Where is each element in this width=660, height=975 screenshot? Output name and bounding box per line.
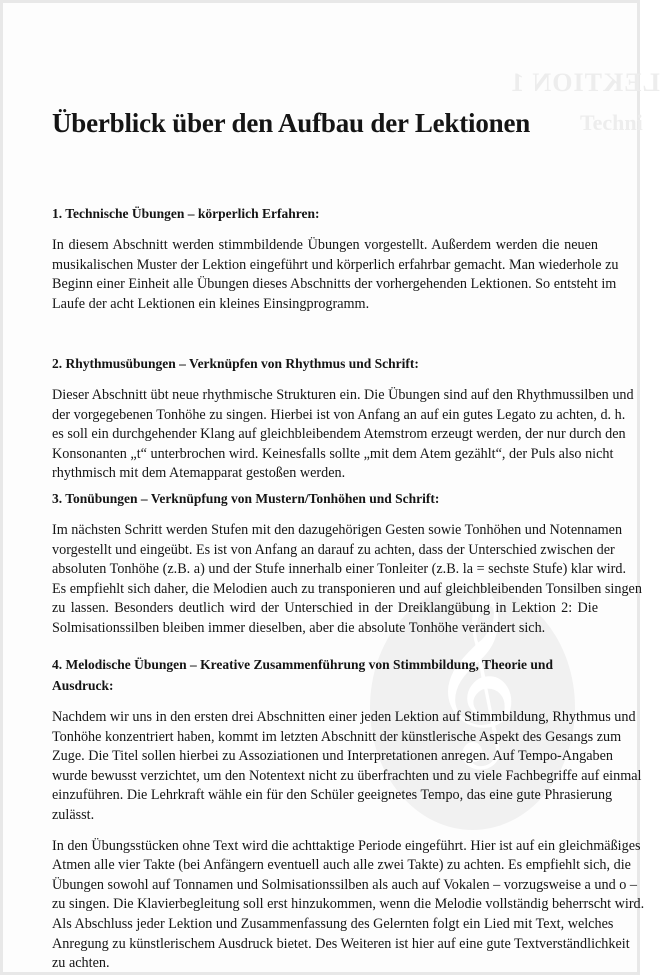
paragraph bbox=[52, 236, 619, 314]
section-heading: 2. Rhythmusübungen – Verknüpfen von Rhythmus und Schrift: bbox=[52, 356, 419, 371]
text-line: es soll ein durchgehender Klang auf gleichbleibendem Atemstrom erzeugt werden, der nur durch den bbox=[52, 426, 626, 443]
page-title: Überblick über den Aufbau der Lektionen bbox=[52, 108, 531, 138]
text-line: rhythmisch mit dem Atemapparat gestoßen werden. bbox=[52, 465, 346, 482]
bleed-through-header: LEKTION 1 bbox=[510, 68, 660, 97]
section-4 bbox=[52, 654, 645, 974]
text-line: musikalischen Muster der Lektion eingeführt und körperlich erfahrbar gemacht. Man wiederhole zu bbox=[52, 256, 619, 273]
text-line: absoluten Tonhöhe (z.B. a) und der Stufe innerhalb einer Tonleiter (z.B. la = sechste Stufe) klar wird. bbox=[52, 561, 627, 578]
text-line: zu lassen. Besonders deutlich wird der Unterschied in der Dreiklangübung in Lektion 2: Die bbox=[52, 600, 598, 617]
treble-clef-icon: 𝄞 bbox=[430, 588, 519, 762]
text-line: Dieser Abschnitt übt neue rhythmische Strukturen ein. Die Übungen sind auf den Rhythmussilben und bbox=[52, 387, 634, 403]
text-line: vorgestellt und eingeübt. Es ist von Anfang an darauf zu achten, dass der Unterschied zwischen der bbox=[52, 541, 615, 558]
section-3 bbox=[52, 488, 642, 639]
text-line: Nachdem wir uns in den ersten drei Abschnitten einer jeden Lektion auf Stimmbildung, Rhythmus und bbox=[52, 709, 636, 725]
text-line: der vorgegebenen Tonhöhe zu singen. Hierbei ist von Anfang an auf ein gutes Legato zu achten, d. h. bbox=[52, 406, 626, 423]
text-line: Im nächsten Schritt werden Stufen mit den dazugehörigen Gesten sowie Tonhöhen und Notennamen bbox=[52, 522, 623, 538]
text-line: Tonhöhe konzentriert haben, kommt im letzten Abschnitt der künstlerische Aspekt des Gesangs zum bbox=[52, 728, 622, 745]
text-line: zu achten. bbox=[52, 955, 110, 972]
section-2 bbox=[52, 353, 634, 484]
text-line: zulässt. bbox=[52, 806, 95, 823]
text-line: Atmen alle vier Takte (bei Anfängern eventuell auch alle zwei Takte) zu achten. Es empfiehlt sich, die bbox=[52, 857, 631, 874]
paragraph bbox=[52, 386, 634, 484]
paragraph bbox=[52, 708, 642, 826]
text-line: Anregung zu künstlerischem Ausdruck bietet. Des Weiteren ist hier auf eine gute Textverständlichkeit bbox=[52, 935, 630, 952]
paragraph bbox=[52, 837, 645, 974]
paragraph bbox=[52, 521, 642, 639]
text-line: Beginn einer Einheit alle Übungen dieses Abschnitts der vorhergehenden Lektionen. So entsteht im bbox=[52, 276, 617, 293]
text-line: Konsonanten „t“ unterbrochen wird. Keinesfalls sollte „mit dem Atem gezählt“, der Puls also nicht bbox=[52, 445, 614, 462]
text-line: zu singen. Die Klavierbegleitung soll erst hinzukommen, wenn die Melodie vollständig beherrscht wird. bbox=[52, 896, 645, 913]
text-line: Als Abschluss jeder Lektion und Zusammenfassung des Gelernten folgt ein Lied mit Text, welches bbox=[52, 915, 614, 932]
section-heading: 3. Tonübungen – Verknüpfung von Mustern/Tonhöhen und Schrift: bbox=[52, 491, 440, 506]
bleed-through-subheader: Techni bbox=[580, 110, 643, 135]
section-heading: 1. Technische Übungen – körperlich Erfahren: bbox=[52, 206, 320, 221]
text-line: wurde bewusst verzichtet, um den Notentext nicht zu überfrachten und zu viele Fachbegriffe auf einmal bbox=[52, 767, 642, 784]
section-heading: 4. Melodische Übungen – Kreative Zusammenführung von Stimmbildung, Theorie und Ausdruck: bbox=[52, 657, 553, 693]
text-line: Zuge. Die Titel sollen hierbei zu Assoziationen und Interpretationen anregen. Auf Tempo-Angaben bbox=[52, 748, 613, 765]
text-line: Solmisationssilben bleiben immer dieselben, aber die absolute Tonhöhe verändert sich. bbox=[52, 619, 546, 636]
section-1 bbox=[52, 203, 619, 314]
text-line: Laufe der acht Lektionen ein kleines Einsingprogramm. bbox=[52, 295, 370, 312]
text-line: In diesem Abschnitt werden stimmbildende Übungen vorgestellt. Außerdem werden die neuen bbox=[52, 237, 598, 253]
text-line: einzuführen. Die Lehrkraft wähle ein für den Schüler geeignetes Tempo, das eine gute Phrasierung bbox=[52, 787, 613, 804]
text-line: Es empfiehlt sich daher, die Melodien auch zu transponieren und auf gleichbleibenden Tonsilben singen bbox=[52, 580, 642, 597]
text-line: In den Übungsstücken ohne Text wird die achttaktige Periode eingeführt. Hier ist auf ein gleichmäßiges bbox=[52, 837, 641, 854]
text-line: Übungen sowohl auf Tonnamen und Solmisationssilben als auch auf Vokalen – vorzugsweise a und o – bbox=[52, 876, 637, 893]
